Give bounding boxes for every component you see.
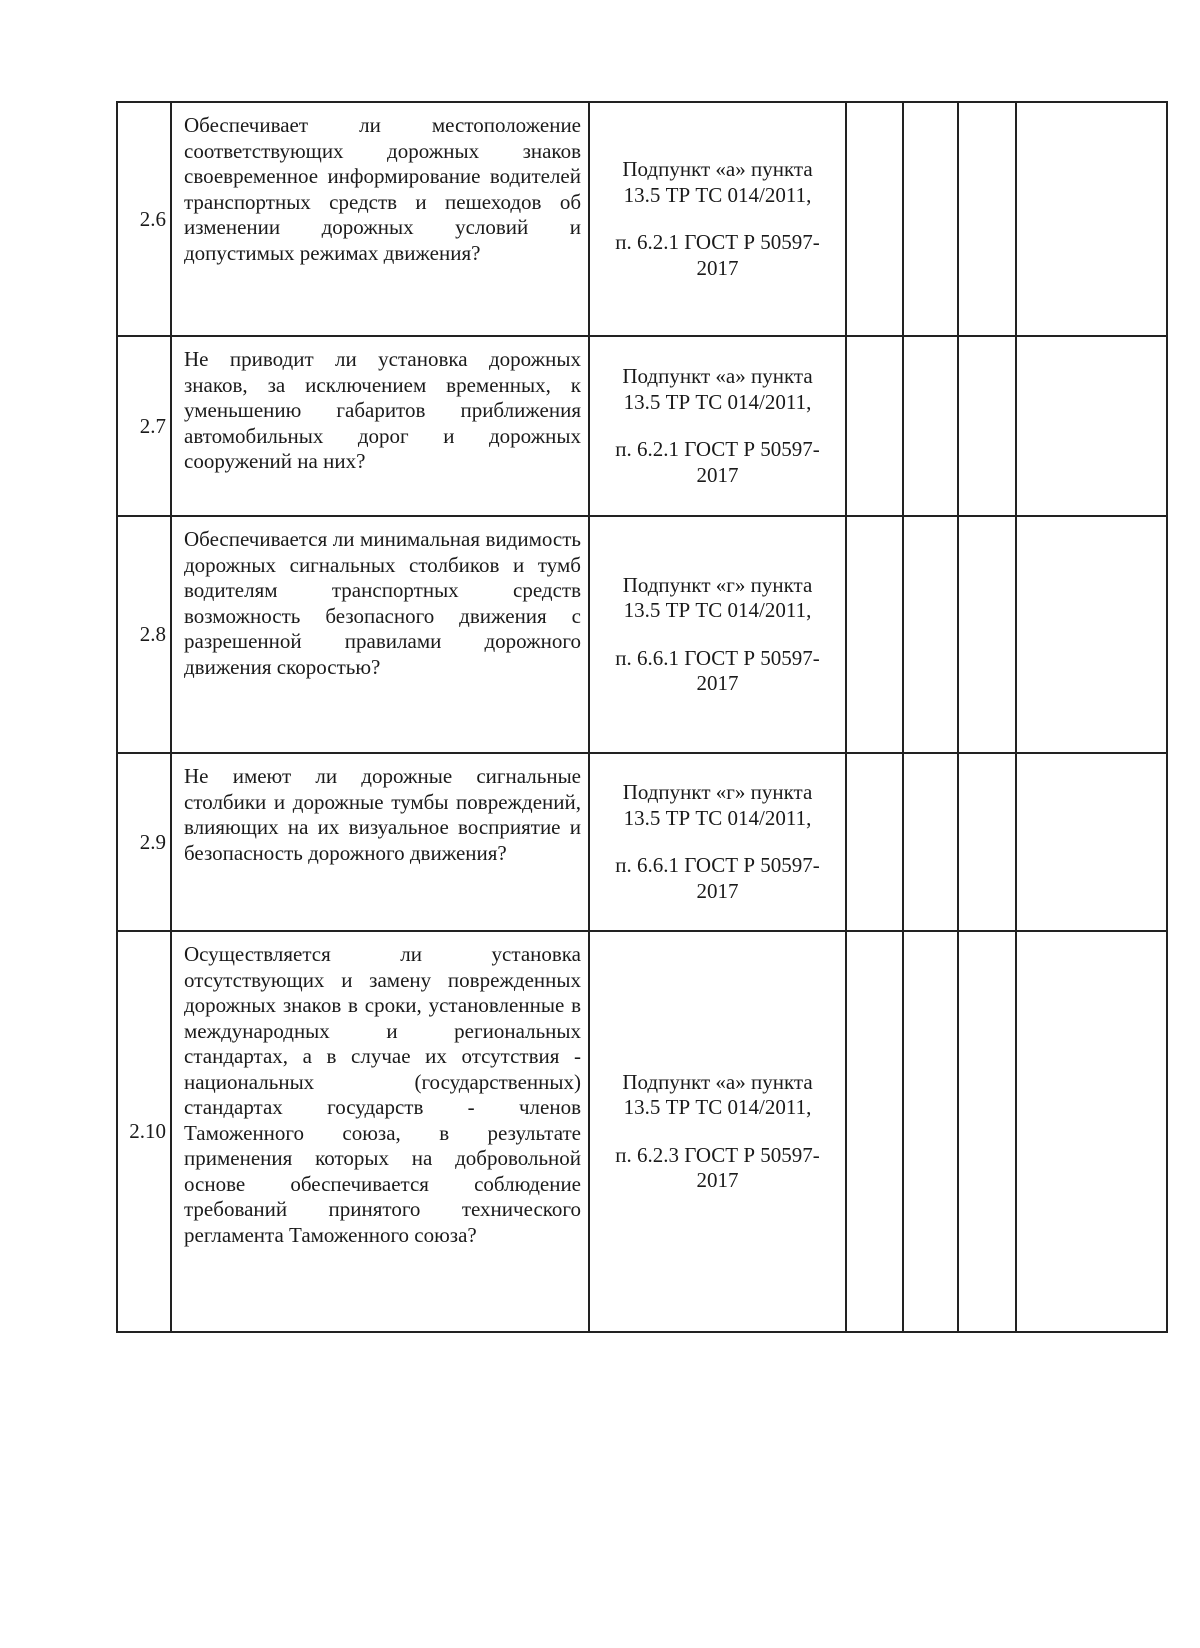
answer-cell-na[interactable] bbox=[958, 102, 1016, 336]
reference-cell bbox=[589, 102, 846, 336]
reference-line: 13.5 ТР ТС 014/2011, bbox=[623, 805, 812, 830]
reference-cell bbox=[589, 931, 846, 1332]
reference-line: Подпункт «г» пункта bbox=[622, 780, 813, 804]
row-number: 2.10 bbox=[117, 931, 171, 1332]
answer-cell-na[interactable] bbox=[958, 753, 1016, 931]
question-text: Не имеют ли дорожные сигнальные столбики и дорожные тумбы повреждений, влияющих на их визуальное восприятие и безопасность дорожного движения? bbox=[171, 753, 589, 931]
reference-line: п. 6.2.1 ГОСТ Р 50597- bbox=[615, 230, 820, 254]
reference-line: 13.5 ТР ТС 014/2011, bbox=[623, 1095, 812, 1119]
answer-cell-no[interactable] bbox=[903, 336, 958, 516]
row-number: 2.6 bbox=[117, 102, 171, 336]
reference-line: 2017 bbox=[696, 1168, 739, 1192]
reference-line: 2017 bbox=[696, 671, 739, 695]
notes-cell[interactable] bbox=[1016, 336, 1167, 516]
answer-cell-yes[interactable] bbox=[846, 753, 903, 931]
answer-cell-no[interactable] bbox=[903, 931, 958, 1332]
reference-cell bbox=[589, 753, 846, 931]
checklist-table bbox=[116, 101, 1168, 1333]
answer-cell-na[interactable] bbox=[958, 336, 1016, 516]
answer-cell-no[interactable] bbox=[903, 516, 958, 753]
answer-cell-no[interactable] bbox=[903, 102, 958, 336]
table-row bbox=[117, 516, 1167, 753]
reference-line: п. 6.6.1 ГОСТ Р 50597- bbox=[615, 645, 820, 670]
reference-line: Подпункт «а» пункта bbox=[622, 1069, 813, 1094]
table-row bbox=[117, 753, 1167, 931]
answer-cell-na[interactable] bbox=[958, 516, 1016, 753]
reference-line: Подпункт «а» пункта bbox=[622, 157, 813, 181]
notes-cell[interactable] bbox=[1016, 516, 1167, 753]
reference-line: п. 6.2.1 ГОСТ Р 50597- bbox=[615, 437, 820, 461]
answer-cell-yes[interactable] bbox=[846, 931, 903, 1332]
notes-cell[interactable] bbox=[1016, 931, 1167, 1332]
reference-line: Подпункт «г» пункта bbox=[622, 572, 813, 597]
answer-cell-na[interactable] bbox=[958, 931, 1016, 1332]
row-number: 2.7 bbox=[117, 336, 171, 516]
reference-line: п. 6.6.1 ГОСТ Р 50597- bbox=[615, 853, 820, 877]
question-text: Обеспечивает ли местоположение соответствующих дорожных знаков своевременное информирование водителей транспортных средств и пешеходов об изменении дорожных условий и допустимых режимах движения? bbox=[171, 102, 589, 336]
answer-cell-yes[interactable] bbox=[846, 102, 903, 336]
reference-cell bbox=[589, 516, 846, 753]
reference-line: 13.5 ТР ТС 014/2011, bbox=[623, 598, 812, 622]
reference-cell bbox=[589, 336, 846, 516]
question-text: Обеспечивается ли минимальная видимость дорожных сигнальных столбиков и тумб водителям транспортных средств возможность безопасного движения с разрешенной правилами дорожного движения скоростью? bbox=[171, 516, 589, 753]
row-number: 2.9 bbox=[117, 753, 171, 931]
question-text: Не приводит ли установка дорожных знаков, за исключением временных, к уменьшению габаритов приближения автомобильных дорог и дорожных сооружений на них? bbox=[171, 336, 589, 516]
answer-cell-yes[interactable] bbox=[846, 336, 903, 516]
reference-line: 13.5 ТР ТС 014/2011, bbox=[623, 389, 812, 414]
notes-cell[interactable] bbox=[1016, 102, 1167, 336]
row-number: 2.8 bbox=[117, 516, 171, 753]
notes-cell[interactable] bbox=[1016, 753, 1167, 931]
reference-line: 2017 bbox=[696, 878, 739, 903]
reference-line: п. 6.2.3 ГОСТ Р 50597- bbox=[615, 1142, 820, 1167]
question-text: Осуществляется ли установка отсутствующих и замену поврежденных дорожных знаков в сроки, установленные в международных и региональных стандартах, а в случае их отсутствия - национальных (государственных) стандартах государств - членов Таможенного союза, в результате применения которых на добровольной основе обеспечивается соблюдение требований принятого технического регламента Таможенного союза? bbox=[171, 931, 589, 1332]
table-row bbox=[117, 102, 1167, 336]
answer-cell-no[interactable] bbox=[903, 753, 958, 931]
table-row bbox=[117, 336, 1167, 516]
table-row bbox=[117, 931, 1167, 1332]
reference-line: 2017 bbox=[696, 462, 739, 487]
reference-line: Подпункт «а» пункта bbox=[622, 364, 813, 388]
answer-cell-yes[interactable] bbox=[846, 516, 903, 753]
reference-line: 13.5 ТР ТС 014/2011, bbox=[623, 182, 812, 207]
reference-line: 2017 bbox=[696, 255, 739, 280]
